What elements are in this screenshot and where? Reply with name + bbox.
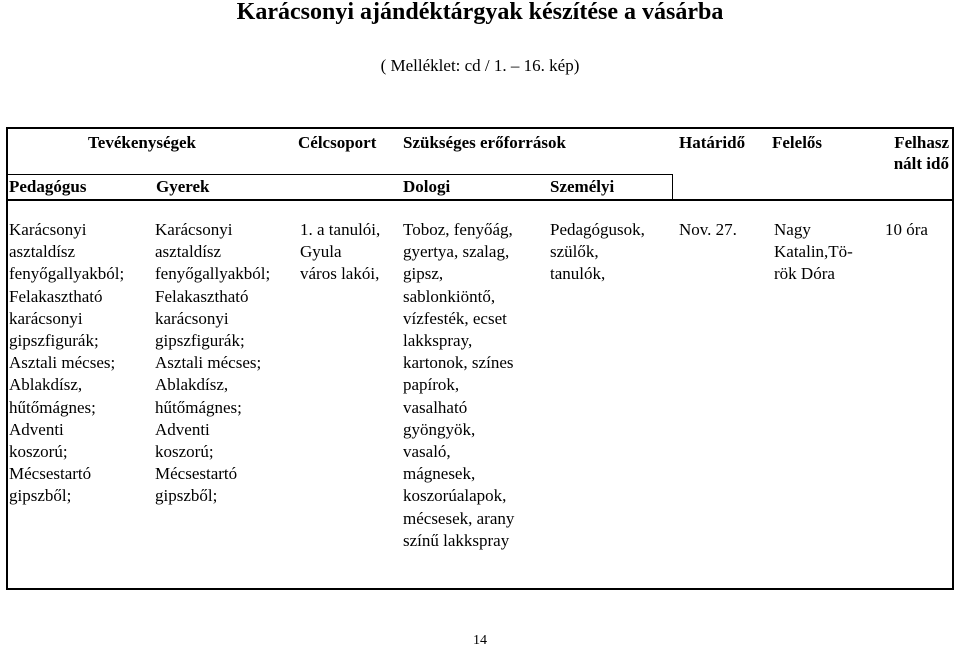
cell-line: 10 óra: [885, 220, 928, 239]
cell-line: Asztali mécses;: [155, 353, 262, 373]
cell-line: vasaló,: [403, 442, 451, 462]
cell-line: lakkspray,: [403, 331, 473, 351]
subheader-dologi: Dologi: [403, 177, 451, 196]
table-border-left: [6, 127, 8, 590]
cell-line: Karácsonyi: [9, 220, 87, 239]
cell-line: koszorúalapok,: [403, 486, 507, 506]
cell-line: asztaldísz: [9, 242, 76, 262]
cell-line: Mécsestartó: [155, 464, 238, 484]
cell-line: rök Dóra: [774, 264, 835, 284]
cell-line: Nov. 27.: [679, 220, 737, 239]
header-celcsoport: Célcsoport: [298, 133, 377, 152]
cell-line: Adventi: [9, 419, 64, 439]
table-divider-body: [6, 199, 954, 201]
cell-line: gipszfigurák;: [9, 331, 99, 351]
cell-line: gipszből;: [155, 486, 218, 506]
cell-line: Ablakdísz,: [9, 375, 83, 395]
cell-line: gipsz,: [403, 264, 444, 284]
cell-hatarido: [679, 219, 769, 241]
cell-line: Mécsestartó: [9, 464, 92, 484]
subheader-pedagogus: Pedagógus: [9, 177, 87, 196]
header-felhasznalt-ido-line1: Felhasz: [894, 133, 949, 152]
cell-line: koszorú;: [9, 442, 68, 462]
cell-line: gyöngyök,: [403, 419, 476, 439]
cell-line: fenyőgallyakból;: [9, 264, 125, 284]
cell-line: gipszfigurák;: [155, 331, 245, 351]
cell-pedagogus: [9, 219, 149, 508]
subheader-gyerek: Gyerek: [156, 177, 210, 196]
document-title: Karácsonyi ajándéktárgyak készítése a vásárba: [236, 0, 724, 25]
attachment-reference: ( Melléklet: cd / 1. – 16. kép): [380, 56, 580, 75]
cell-line: tanulók,: [550, 264, 606, 284]
cell-line: Katalin,Tö-: [774, 242, 853, 262]
cell-line: kartonok, színes: [403, 353, 514, 373]
cell-line: Ablakdísz,: [155, 375, 229, 395]
table-border-bottom: [6, 588, 954, 590]
cell-line: hűtőmágnes;: [155, 397, 242, 417]
cell-line: város lakói,: [300, 264, 380, 284]
cell-szemelyi: [550, 219, 670, 286]
cell-line: Asztali mécses;: [9, 353, 116, 373]
header-felhasznalt-ido: [880, 132, 952, 174]
page-number: 14: [473, 633, 487, 648]
table-border-top: [6, 127, 954, 129]
cell-line: Adventi: [155, 419, 210, 439]
cell-line: gipszből;: [9, 486, 72, 506]
cell-line: vasalható: [403, 397, 468, 417]
cell-line: Karácsonyi: [155, 220, 233, 239]
cell-celcsoport: [300, 219, 400, 286]
cell-felhasznalt-ido: [885, 219, 951, 241]
subheader-szemelyi: Személyi: [550, 177, 615, 196]
cell-line: szülők,: [550, 242, 599, 262]
cell-line: Toboz, fenyőág,: [403, 220, 513, 239]
cell-line: hűtőmágnes;: [9, 397, 96, 417]
cell-line: karácsonyi: [155, 308, 229, 328]
table-border-right: [952, 127, 954, 590]
cell-felelos: [774, 219, 874, 286]
cell-line: gyertya, szalag,: [403, 242, 510, 262]
cell-line: Nagy: [774, 220, 811, 239]
cell-line: színű lakkspray: [403, 530, 510, 550]
cell-line: Gyula: [300, 242, 342, 262]
table-divider-subheader: [6, 174, 672, 175]
cell-line: mágnesek,: [403, 464, 476, 484]
cell-line: sablonkiöntő,: [403, 286, 496, 306]
cell-line: Felakasztható: [155, 286, 249, 306]
cell-line: Pedagógusok,: [550, 220, 645, 239]
cell-line: vízfesték, ecset: [403, 308, 507, 328]
header-szukseges-eroforrasok: Szükséges erőforrások: [403, 133, 566, 152]
header-hatarido: Határidő: [679, 133, 746, 152]
cell-line: asztaldísz: [155, 242, 222, 262]
cell-line: 1. a tanulói,: [300, 220, 381, 239]
table-divider-subheader-right: [672, 174, 673, 200]
header-tevekenysegek: Tevékenységek: [88, 133, 196, 152]
cell-line: karácsonyi: [9, 308, 83, 328]
cell-line: fenyőgallyakból;: [155, 264, 271, 284]
cell-gyerek: [155, 219, 295, 508]
cell-dologi: [403, 219, 543, 552]
cell-line: papírok,: [403, 375, 460, 395]
cell-line: Felakasztható: [9, 286, 103, 306]
header-felhasznalt-ido-line2: nált idő: [893, 154, 949, 173]
header-felelos: Felelős: [772, 133, 823, 152]
cell-line: koszorú;: [155, 442, 214, 462]
cell-line: mécsesek, arany: [403, 508, 515, 528]
